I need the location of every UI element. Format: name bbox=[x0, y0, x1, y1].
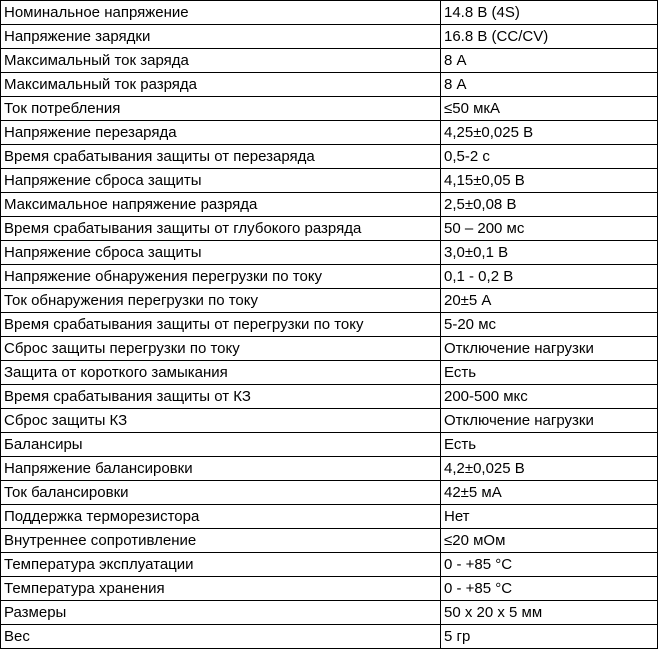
table-row bbox=[1, 409, 658, 433]
value-cell: 0 - +85 °С bbox=[441, 553, 658, 577]
table-row bbox=[1, 553, 658, 577]
table-row bbox=[1, 361, 658, 385]
value-cell: Отключение нагрузки bbox=[441, 337, 658, 361]
table-row bbox=[1, 217, 658, 241]
table-row bbox=[1, 265, 658, 289]
parameter-cell: Сброс защиты КЗ bbox=[1, 409, 441, 433]
table-row bbox=[1, 241, 658, 265]
parameter-cell: Ток балансировки bbox=[1, 481, 441, 505]
table-row bbox=[1, 1, 658, 25]
parameter-cell: Время срабатывания защиты от перегрузки по току bbox=[1, 313, 441, 337]
table-row bbox=[1, 337, 658, 361]
value-cell: 4,2±0,025 В bbox=[441, 457, 658, 481]
parameter-cell: Размеры bbox=[1, 601, 441, 625]
value-cell: 14.8 В (4S) bbox=[441, 1, 658, 25]
value-cell: 3,0±0,1 В bbox=[441, 241, 658, 265]
table-row bbox=[1, 457, 658, 481]
table-row bbox=[1, 433, 658, 457]
value-cell: ≤50 мкА bbox=[441, 97, 658, 121]
parameter-cell: Внутреннее сопротивление bbox=[1, 529, 441, 553]
table-row bbox=[1, 505, 658, 529]
table-row bbox=[1, 25, 658, 49]
table-row bbox=[1, 601, 658, 625]
value-cell: 8 А bbox=[441, 73, 658, 97]
parameter-cell: Поддержка терморезистора bbox=[1, 505, 441, 529]
parameter-cell: Максимальный ток заряда bbox=[1, 49, 441, 73]
value-cell: 5-20 мс bbox=[441, 313, 658, 337]
parameter-cell: Температура эксплуатации bbox=[1, 553, 441, 577]
table-row bbox=[1, 577, 658, 601]
value-cell: Нет bbox=[441, 505, 658, 529]
value-cell: 8 А bbox=[441, 49, 658, 73]
value-cell: 0,5-2 с bbox=[441, 145, 658, 169]
parameter-cell: Балансиры bbox=[1, 433, 441, 457]
value-cell: 5 гр bbox=[441, 625, 658, 649]
parameter-cell: Время срабатывания защиты от КЗ bbox=[1, 385, 441, 409]
parameter-cell: Время срабатывания защиты от перезаряда bbox=[1, 145, 441, 169]
parameter-cell: Защита от короткого замыкания bbox=[1, 361, 441, 385]
value-cell: 42±5 мА bbox=[441, 481, 658, 505]
table-row bbox=[1, 169, 658, 193]
value-cell: Есть bbox=[441, 361, 658, 385]
parameter-cell: Сброс защиты перегрузки по току bbox=[1, 337, 441, 361]
value-cell: ≤20 мОм bbox=[441, 529, 658, 553]
value-cell: 4,25±0,025 В bbox=[441, 121, 658, 145]
value-cell: 200-500 мкс bbox=[441, 385, 658, 409]
parameter-cell: Напряжение зарядки bbox=[1, 25, 441, 49]
parameter-cell: Максимальный ток разряда bbox=[1, 73, 441, 97]
parameter-cell: Номинальное напряжение bbox=[1, 1, 441, 25]
parameter-cell: Температура хранения bbox=[1, 577, 441, 601]
table-row bbox=[1, 289, 658, 313]
value-cell: Есть bbox=[441, 433, 658, 457]
value-cell: 4,15±0,05 В bbox=[441, 169, 658, 193]
table-row bbox=[1, 481, 658, 505]
table-row bbox=[1, 625, 658, 649]
table-row bbox=[1, 385, 658, 409]
value-cell: 0,1 - 0,2 В bbox=[441, 265, 658, 289]
parameter-cell: Максимальное напряжение разряда bbox=[1, 193, 441, 217]
parameter-cell: Напряжение балансировки bbox=[1, 457, 441, 481]
parameter-cell: Напряжение сброса защиты bbox=[1, 241, 441, 265]
value-cell: 16.8 В (CC/CV) bbox=[441, 25, 658, 49]
value-cell: 50 х 20 х 5 мм bbox=[441, 601, 658, 625]
value-cell: 20±5 А bbox=[441, 289, 658, 313]
spec-table-body bbox=[1, 1, 658, 649]
table-row bbox=[1, 529, 658, 553]
table-row bbox=[1, 193, 658, 217]
value-cell: 2,5±0,08 В bbox=[441, 193, 658, 217]
parameter-cell: Напряжение сброса защиты bbox=[1, 169, 441, 193]
table-row bbox=[1, 313, 658, 337]
parameter-cell: Напряжение перезаряда bbox=[1, 121, 441, 145]
parameter-cell: Время срабатывания защиты от глубокого разряда bbox=[1, 217, 441, 241]
table-row bbox=[1, 97, 658, 121]
value-cell: 0 - +85 °С bbox=[441, 577, 658, 601]
parameter-cell: Ток потребления bbox=[1, 97, 441, 121]
table-row bbox=[1, 145, 658, 169]
parameter-cell: Вес bbox=[1, 625, 441, 649]
table-row bbox=[1, 73, 658, 97]
table-row bbox=[1, 49, 658, 73]
table-row bbox=[1, 121, 658, 145]
parameter-cell: Напряжение обнаружения перегрузки по току bbox=[1, 265, 441, 289]
value-cell: 50 – 200 мс bbox=[441, 217, 658, 241]
value-cell: Отключение нагрузки bbox=[441, 409, 658, 433]
parameter-cell: Ток обнаружения перегрузки по току bbox=[1, 289, 441, 313]
